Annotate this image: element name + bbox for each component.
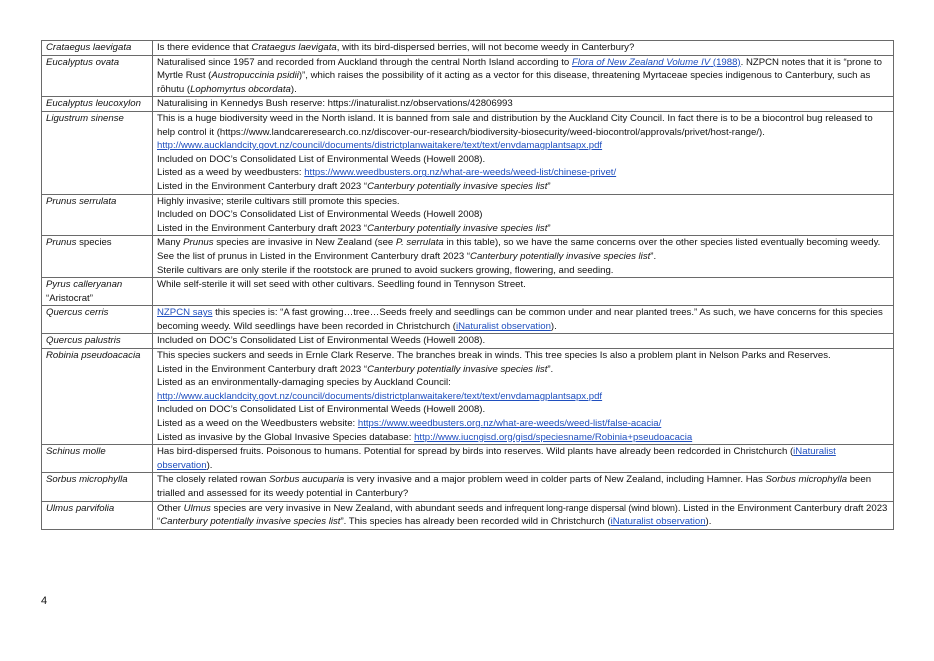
- species-name: Pyrus calleryanan “Aristocrat”: [42, 278, 153, 306]
- table-row: [42, 334, 894, 349]
- species-name: Ligustrum sinense: [42, 111, 153, 194]
- species-name: Quercus cerris: [42, 306, 153, 334]
- table-row: [42, 349, 894, 445]
- weedbusters-link[interactable]: https://www.weedbusters.org.nz/what-are-weeds/weed-list/chinese-privet/: [304, 167, 617, 179]
- table-row: [42, 445, 894, 473]
- species-notes: Naturalised since 1957 and recorded from Auckland through the central North Island according to Flora of New Zealand Volume IV (1988). NZPCN notes that it is “prone to Myrtle Rust (Austropuccinia psidii)”, which raises the possibility of it acting as a vector for this disease, threatening Myrtaceae species indigenous to Canterbury, such as rōhutu (Lophomyrtus obcordata).: [153, 55, 894, 97]
- inaturalist-link[interactable]: iNaturalist observation: [455, 320, 551, 332]
- species-name: Schinus molle: [42, 445, 153, 473]
- table-row: [42, 306, 894, 334]
- species-name: Eucalyptus leucoxylon: [42, 97, 153, 112]
- weedbusters-link[interactable]: https://www.weedbusters.org.nz/what-are-weeds/weed-list/false-acacia/: [357, 418, 662, 430]
- table-row: [42, 236, 894, 278]
- species-name: Sorbus microphylla: [42, 473, 153, 501]
- table-row: [42, 278, 894, 306]
- inaturalist-link[interactable]: iNaturalist observation: [610, 516, 706, 528]
- nzpcn-link[interactable]: NZPCN says: [157, 307, 213, 319]
- species-name: Robinia pseudoacacia: [42, 349, 153, 445]
- species-name: Prunus species: [42, 236, 153, 278]
- inaturalist-link[interactable]: iNaturalist observation: [157, 446, 836, 471]
- table-row: [42, 501, 894, 529]
- species-name: Quercus palustris: [42, 334, 153, 349]
- species-notes: Included on DOC’s Consolidated List of Environmental Weeds (Howell 2008).: [153, 334, 894, 349]
- species-notes: Naturalising in Kennedys Bush reserve: https://inaturalist.nz/observations/42806993: [153, 97, 894, 112]
- table-row: [42, 194, 894, 236]
- species-notes: While self-sterile it will set seed with other cultivars. Seedling found in Tennyson Street.: [153, 278, 894, 306]
- species-notes: Other Ulmus species are very invasive in New Zealand, with abundant seeds and infrequent long-range dispersal (wind blown). Listed in the Environment Canterbury draft 2023 “Canterbury potentially invasive species list”. This species has already been recorded wild in Christchurch (iNaturalist observation).: [153, 501, 894, 529]
- table-row: [42, 111, 894, 194]
- page-number: 4: [41, 595, 48, 607]
- auckland-council-link[interactable]: http://www.aucklandcity.govt.nz/council/documents/districtplanwaitakere/text/text/envdamagplantsapx.pdf: [157, 140, 603, 152]
- species-notes: This species suckers and seeds in Ernle Clark Reserve. The branches break in winds. This tree species Is also a problem plant in Nelson Parks and Reserves. Listed in the Environment Canterbury draft 2023 “Canterbury potentially invasive species list”. Listed as an environmentally-damaging species by Auckland Council: http://www.aucklandcity.govt.nz/council/documents/districtplanwaitakere/text/text/envdamagplantsapx.pdf Included on DOC’s Consolidated List of Environmental Weeds (Howell 2008). Listed as a weed on the Weedbusters website: https://www.weedbusters.org.nz/what-are-weeds/weed-list/false-acacia/ Listed as invasive by the Global Invasive Species database: http://www.iucngisd.org/gisd/speciesname/Robinia+pseudoacacia: [153, 349, 894, 445]
- species-name: Ulmus parvifolia: [42, 501, 153, 529]
- species-name: Crataegus laevigata: [42, 41, 153, 56]
- table-row: [42, 41, 894, 56]
- flora-nz-link[interactable]: Flora of New Zealand Volume IV (1988): [571, 56, 741, 68]
- auckland-council-link[interactable]: http://www.aucklandcity.govt.nz/council/documents/districtplanwaitakere/text/text/envdamagplantsapx.pdf: [157, 390, 603, 402]
- species-notes: Has bird-dispersed fruits. Poisonous to humans. Potential for spread by birds into reserves. Wild plants have already been redcorded in Christchurch (iNaturalist observation).: [153, 445, 894, 473]
- species-table: [41, 40, 894, 530]
- species-notes: Is there evidence that Crataegus laevigata, with its bird-dispersed berries, will not become weedy in Canterbury?: [153, 41, 894, 56]
- species-name: Prunus serrulata: [42, 194, 153, 236]
- species-notes: This is a huge biodiversity weed in the North island. It is banned from sale and distribution by the Auckland City Council. In fact there is to be a biocontrol bug released to help control it (https://www.landcareresearch.co.nz/discover-our-research/biodiversity-biosecurity/weed-biocontrol/approvals/privet/host-range/). http://www.aucklandcity.govt.nz/council/documents/districtplanwaitakere/text/text/envdamagplantsapx.pdf Included on DOC’s Consolidated List of Environmental Weeds (Howell 2008). Listed as a weed by weedbusters: https://www.weedbusters.org.nz/what-are-weeds/weed-list/chinese-privet/ Listed in the Environment Canterbury draft 2023 “Canterbury potentially invasive species list”: [153, 111, 894, 194]
- table-row: [42, 97, 894, 112]
- gisd-link[interactable]: http://www.iucngisd.org/gisd/speciesname/Robinia+pseudoacacia: [414, 431, 693, 443]
- table-row: [42, 55, 894, 97]
- species-notes: NZPCN says this species is: “A fast growing…tree…Seeds freely and seedlings can be common under and near planted trees.” As such, we have concerns for this species becoming weedy. Wild seedlings have been recorded in Christchurch (iNaturalist observation).: [153, 306, 894, 334]
- species-name: Eucalyptus ovata: [42, 55, 153, 97]
- table-row: [42, 473, 894, 501]
- species-notes: Many Prunus species are invasive in New Zealand (see P. serrulata in this table), so we have the same concerns over the other species listed eventually becoming weedy. See the list of prunus in Listed in the Environment Canterbury draft 2023 “Canterbury potentially invasive species list”. Sterile cultivars are only sterile if the rootstock are pruned to avoid suckers growing, flowering, and seeding.: [153, 236, 894, 278]
- species-notes: The closely related rowan Sorbus aucuparia is very invasive and a major problem weed in colder parts of New Zealand, including Hamner. Has Sorbus microphylla been trialled and assessed for its weedy potential in Canterbury?: [153, 473, 894, 501]
- species-notes: Highly invasive; sterile cultivars still promote this species. Included on DOC’s Consolidated List of Environmental Weeds (Howell 2008) Listed in the Environment Canterbury draft 2023 “Canterbury potentially invasive species list”: [153, 194, 894, 236]
